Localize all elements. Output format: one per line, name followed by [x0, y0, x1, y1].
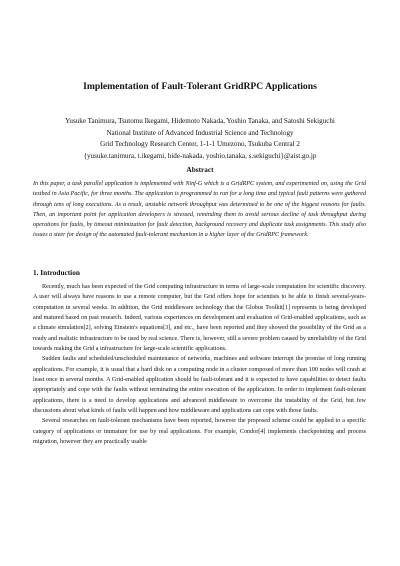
body-paragraph: Recently, much has been expected of the Grid computing infrastructure in terms of large-scale computation for scientific discovery. A user will always have reasons to use a remote computer, but the Grid offers hope for scientists to be able to finish several-years-computation in several weeks. In addition, the Grid middleware technology that the Globus Toolkit[1] represents is being developed and matured based on past research. Indeed, various experiences on development and evaluation of Grid-enabled applications, such as a climate simulation[2], solving Einstein's equations[3], and etc., have been reported and they showed the possibility of the Grid as a ready and realistic infrastructure to be used by real science. There is, however, still a severe problem caused by unreliability of the Grid towards making the Grid a infrastructure for large-scale scientific applications. — [33, 284, 366, 353]
abstract-text: In this paper, a task parallel application is implemented with Ninf-G which is a GridRPC system, and experimented on, using the Grid testbed in Asia Pacific, for three months. The application is programmed to run for a long time and typical fault patterns were gathered through tens of long executions. As a result, unstable network throughput was determined to be one of the biggest reasons for faults. Then, an important point for application developers is stressed, reminding them to avoid serious decline of task throughput during operations for faults, by timeout minimization for fault detection, background recovery and duplicate task assignments. This study also issues a steer for design of the automated fault-tolerant mechanism in a higher layer of the GridRPC framework. — [33, 181, 366, 239]
affiliation-line-1: National Institute of Advanced Industrial Science and Technology — [106, 128, 294, 137]
affiliation-line-2: Grid Technology Research Center, 1-1-1 Umezono, Tsukuba Central 2 — [100, 140, 300, 148]
author-block — [0, 116, 400, 162]
author-emails: {yusuke.tanimura, t.ikegami, hide-nakada, yoshio.tanaka, s.sekiguchi}@aist.go.jp — [83, 151, 317, 160]
section-body — [33, 282, 366, 448]
author-names: Yusuke Tanimura, Tsutomu Ikegami, Hidemoto Nakada, Yoshio Tanaka, and Satoshi Sekiguchi — [65, 117, 335, 125]
section-heading: 1. Introduction — [33, 268, 80, 277]
abstract-heading: Abstract — [186, 165, 214, 174]
body-paragraph: Several researches on fault-tolerant mechanisms have been reported, however the proposed scheme could be applied to a specific category of applications or immature for use by real applications. For example, Condor[4] implements checkpointing and process migration, however they are practically usable — [33, 418, 366, 446]
paper-title: Implementation of Fault-Tolerant GridRPC Applications — [83, 81, 317, 92]
body-paragraph: Sudden faults and scheduled/unscheduled maintenance of networks, machines and software interrupt the promise of long running applications. For example, it is usual that a hard disk on a computing node in a cluster composed of more than 100 nodes will crash at least once in several months. A Grid-enabled application should be fault-tolerant and it is expected to have capabilities to detect faults appropriately and cope with the faults without terminating the entire execution of the application. In order to implement fault-tolerant applications, there is a need to develop applications and advanced middleware to overcome the instability of the Grid, but few discussions about what kinds of faults will happen and how middleware and applications can cope with those faults. — [33, 356, 366, 415]
